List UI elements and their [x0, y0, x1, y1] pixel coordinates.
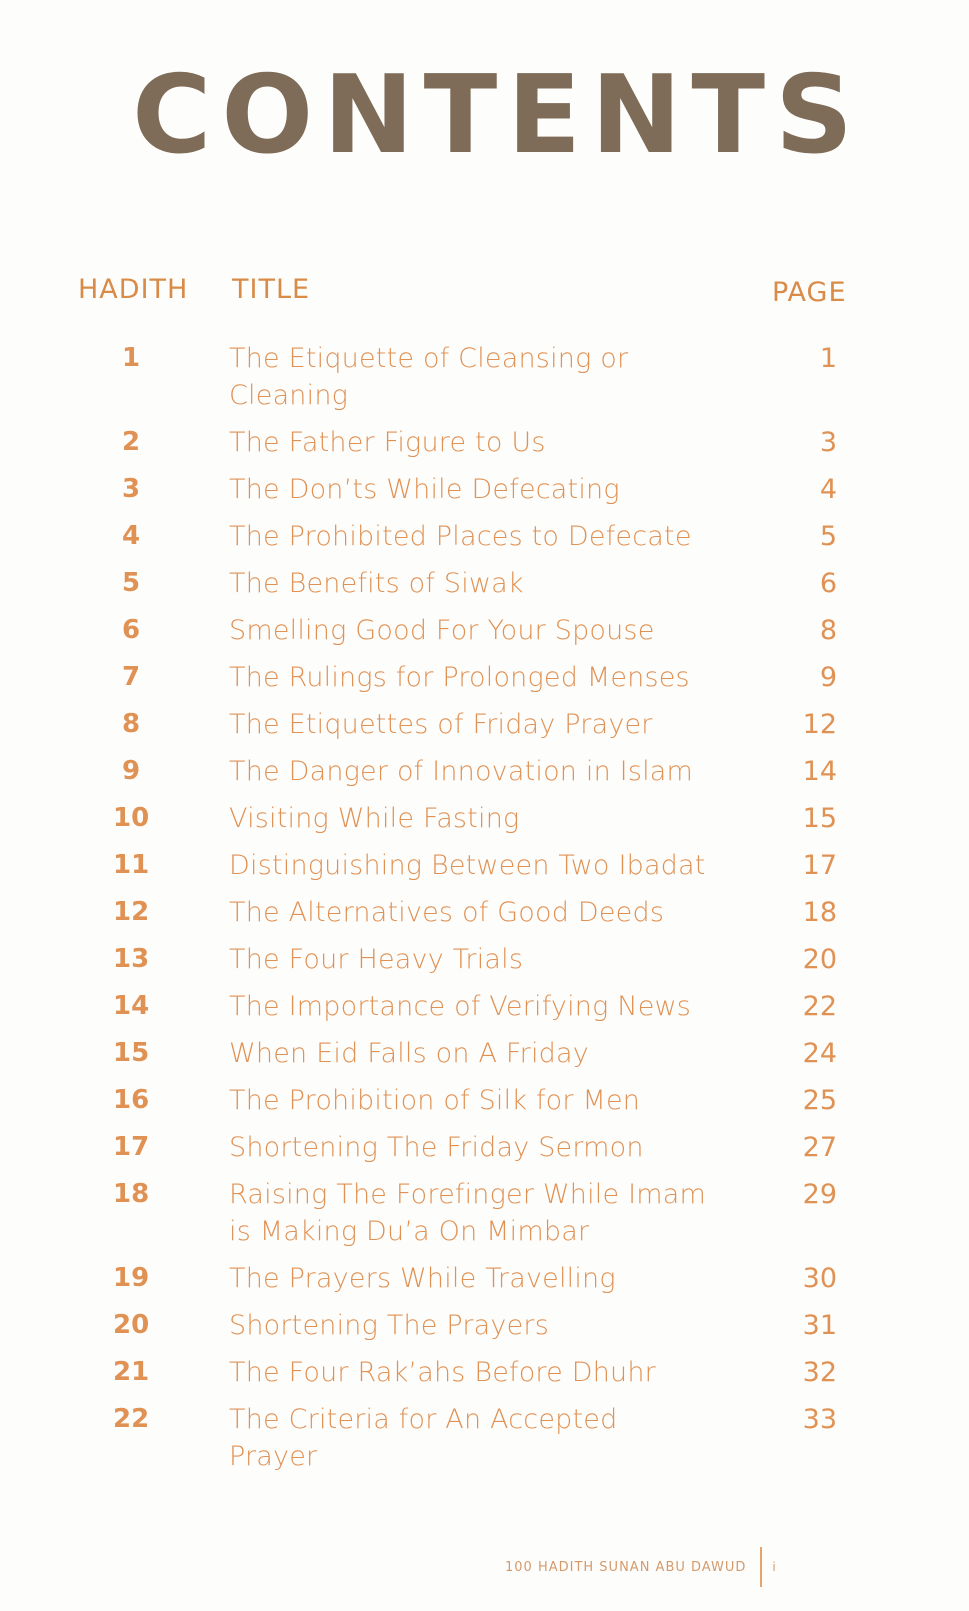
toc-entry[interactable] [0, 1260, 969, 1297]
hadith-number: 11 [113, 850, 150, 880]
entry-page: 25 [802, 1085, 837, 1116]
entry-title: The Don’ts While Defecating [229, 474, 620, 505]
footer-divider [760, 1547, 762, 1587]
toc-entry[interactable] [0, 565, 969, 602]
hadith-number: 17 [113, 1132, 150, 1162]
column-header-page: PAGE [772, 277, 847, 308]
toc-entry[interactable] [0, 340, 969, 414]
entry-page: 5 [819, 521, 837, 552]
entry-title: The Benefits of Siwak [229, 568, 524, 599]
entry-title: Shortening The Prayers [229, 1310, 549, 1341]
toc-entry[interactable] [0, 1082, 969, 1119]
entry-title: The Four Rak’ahs Before Dhuhr [229, 1357, 656, 1388]
hadith-number: 10 [113, 803, 150, 833]
toc-entry[interactable] [0, 1176, 969, 1250]
toc-entry[interactable] [0, 1354, 969, 1391]
toc-entry[interactable] [0, 518, 969, 555]
entry-title: Distinguishing Between Two Ibadat [229, 850, 706, 881]
entry-title: The Alternatives of Good Deeds [229, 897, 665, 928]
entry-title: The Criteria for An Accepted Prayer [229, 1404, 618, 1472]
entry-page: 31 [802, 1310, 837, 1341]
entry-page: 12 [802, 709, 837, 740]
entry-title: The Danger of Innovation in Islam [229, 756, 694, 787]
entry-title: The Importance of Verifying News [229, 991, 692, 1022]
hadith-number: 15 [113, 1038, 150, 1068]
entry-page: 27 [802, 1132, 837, 1163]
entry-page: 17 [802, 850, 837, 881]
entry-title: The Rulings for Prolonged Menses [229, 662, 690, 693]
entry-page: 15 [802, 803, 837, 834]
entry-title: The Prohibition of Silk for Men [229, 1085, 641, 1116]
entry-page: 18 [802, 897, 837, 928]
entry-title: Smelling Good For Your Spouse [229, 615, 655, 646]
toc-entry[interactable] [0, 800, 969, 837]
entry-title: The Four Heavy Trials [229, 944, 524, 975]
hadith-number: 2 [121, 427, 141, 457]
entry-page: 4 [819, 474, 837, 505]
entry-page: 30 [802, 1263, 837, 1294]
entry-page: 9 [819, 662, 837, 693]
footer-page-number: i [772, 1560, 777, 1574]
hadith-number: 14 [113, 991, 150, 1021]
hadith-number: 4 [121, 521, 141, 551]
entry-title: The Etiquettes of Friday Prayer [229, 709, 653, 740]
toc-entry[interactable] [0, 424, 969, 461]
hadith-number: 6 [121, 615, 141, 645]
entry-title: The Father Figure to Us [229, 427, 546, 458]
page-footer [505, 1547, 777, 1587]
entry-title: Shortening The Friday Sermon [229, 1132, 644, 1163]
toc-entry[interactable] [0, 659, 969, 696]
entry-page: 8 [819, 615, 837, 646]
hadith-number: 12 [113, 897, 150, 927]
entry-title: The Prohibited Places to Defecate [229, 521, 692, 552]
entry-page: 24 [802, 1038, 837, 1069]
hadith-number: 16 [113, 1085, 150, 1115]
entry-page: 14 [802, 756, 837, 787]
toc-entry[interactable] [0, 1307, 969, 1344]
page-title: CONTENTS [132, 53, 863, 178]
hadith-number: 5 [121, 568, 141, 598]
entry-page: 1 [819, 343, 837, 374]
hadith-number: 21 [113, 1357, 150, 1387]
toc-entry[interactable] [0, 1129, 969, 1166]
hadith-number: 8 [121, 709, 141, 739]
column-header-title: TITLE [232, 274, 311, 305]
toc-entry[interactable] [0, 1035, 969, 1072]
entry-page: 32 [802, 1357, 837, 1388]
hadith-number: 3 [121, 474, 141, 504]
entry-page: 29 [802, 1179, 837, 1210]
toc-entry[interactable] [0, 988, 969, 1025]
toc-entry[interactable] [0, 753, 969, 790]
column-header-hadith: HADITH [78, 274, 189, 305]
entry-page: 20 [802, 944, 837, 975]
entry-title: Raising The Forefinger While Imam is Making Du’a On Mimbar [229, 1179, 707, 1247]
toc-entry[interactable] [0, 941, 969, 978]
entry-page: 22 [802, 991, 837, 1022]
entry-page: 6 [819, 568, 837, 599]
hadith-number: 7 [121, 662, 141, 692]
entry-title: When Eid Falls on A Friday [229, 1038, 589, 1069]
toc-entry[interactable] [0, 1401, 969, 1475]
entry-title: The Etiquette of Cleansing or Cleaning [229, 343, 629, 411]
toc-entry[interactable] [0, 706, 969, 743]
table-of-contents [0, 340, 969, 1485]
hadith-number: 1 [121, 343, 141, 373]
footer-book-title: 100 HADITH SUNAN ABU DAWUD [505, 1559, 747, 1575]
entry-page: 3 [819, 427, 837, 458]
entry-title: Visiting While Fasting [229, 803, 520, 834]
toc-entry[interactable] [0, 847, 969, 884]
hadith-number: 19 [113, 1263, 150, 1293]
hadith-number: 22 [113, 1404, 150, 1434]
toc-entry[interactable] [0, 612, 969, 649]
toc-entry[interactable] [0, 471, 969, 508]
entry-title: The Prayers While Travelling [229, 1263, 616, 1294]
hadith-number: 9 [121, 756, 141, 786]
toc-entry[interactable] [0, 894, 969, 931]
hadith-number: 13 [113, 944, 150, 974]
entry-page: 33 [802, 1404, 837, 1435]
hadith-number: 20 [113, 1310, 150, 1340]
hadith-number: 18 [113, 1179, 150, 1209]
